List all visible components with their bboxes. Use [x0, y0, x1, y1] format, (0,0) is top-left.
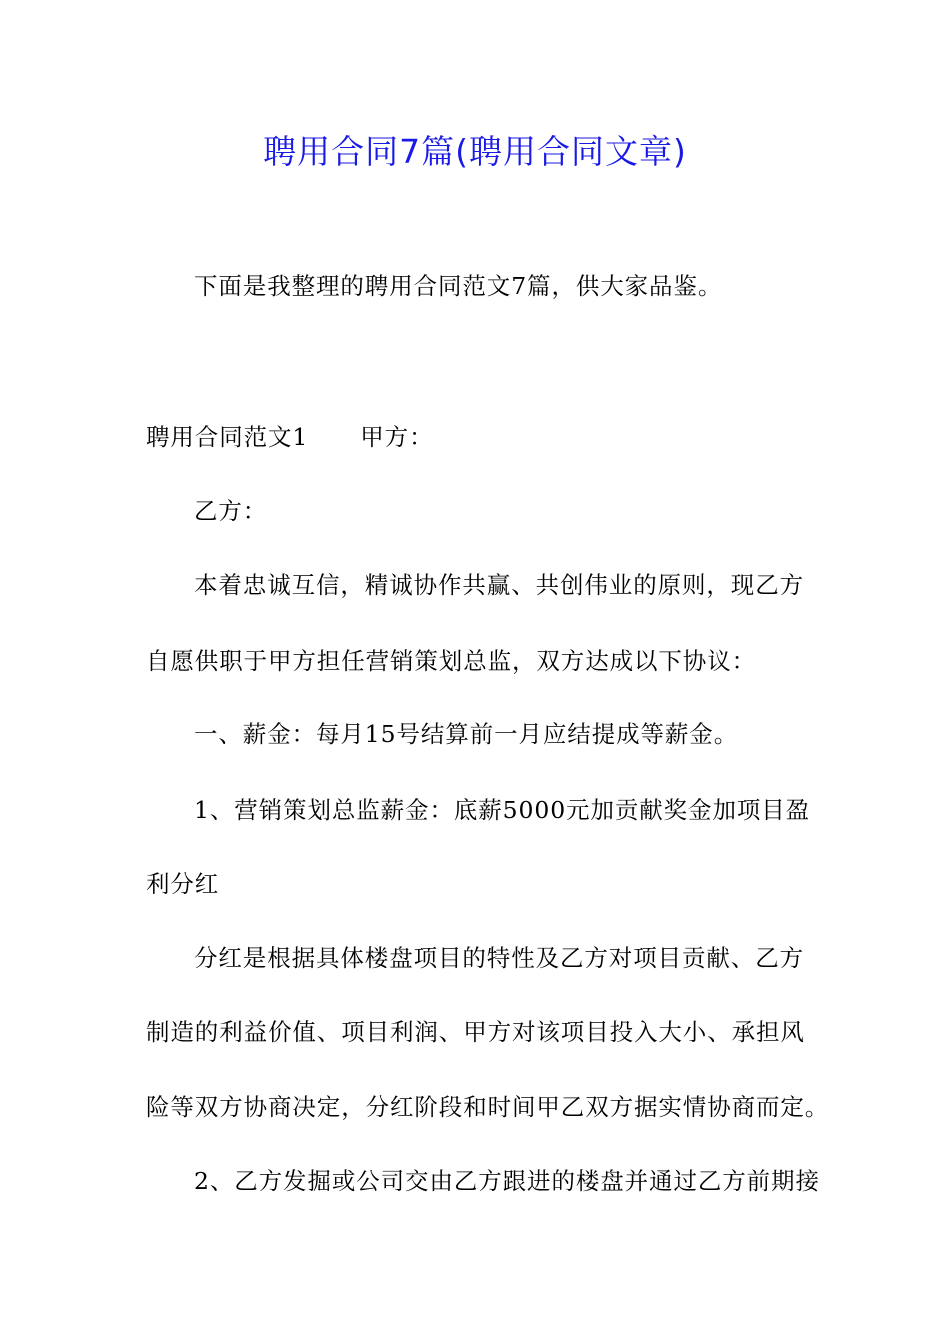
party-a-label: 甲方：	[360, 423, 434, 451]
body-line-2: 自愿供职于甲方担任营销策划总监，双方达成以下协议：	[146, 647, 756, 675]
body-line-1: 本着忠诚互信，精诚协作共赢、共创伟业的原则，现乙方	[194, 571, 804, 599]
clause-salary-heading: 一、薪金：每月15号结算前一月应结提成等薪金。	[194, 720, 739, 748]
section-heading: 聘用合同范文1	[146, 423, 309, 451]
dividend-line-3: 险等双方协商决定，分红阶段和时间甲乙双方据实情协商而定。	[146, 1093, 830, 1121]
intro-paragraph: 下面是我整理的聘用合同范文7篇，供大家品鉴。	[194, 272, 723, 300]
dividend-line-2: 制造的利益价值、项目利润、甲方对该项目投入大小、承担风	[146, 1018, 805, 1046]
clause-1-line-2: 利分红	[146, 870, 220, 898]
section-heading-line	[146, 421, 433, 453]
clause-1-line-1: 1、营销策划总监薪金：底薪5000元加贡献奖金加项目盈	[194, 796, 811, 824]
dividend-line-1: 分红是根据具体楼盘项目的特性及乙方对项目贡献、乙方	[194, 944, 804, 972]
document-title: 聘用合同7篇(聘用合同文章)	[263, 132, 687, 171]
party-b-label: 乙方：	[194, 497, 268, 525]
clause-2-line-1: 2、乙方发掘或公司交由乙方跟进的楼盘并通过乙方前期接	[194, 1167, 820, 1195]
